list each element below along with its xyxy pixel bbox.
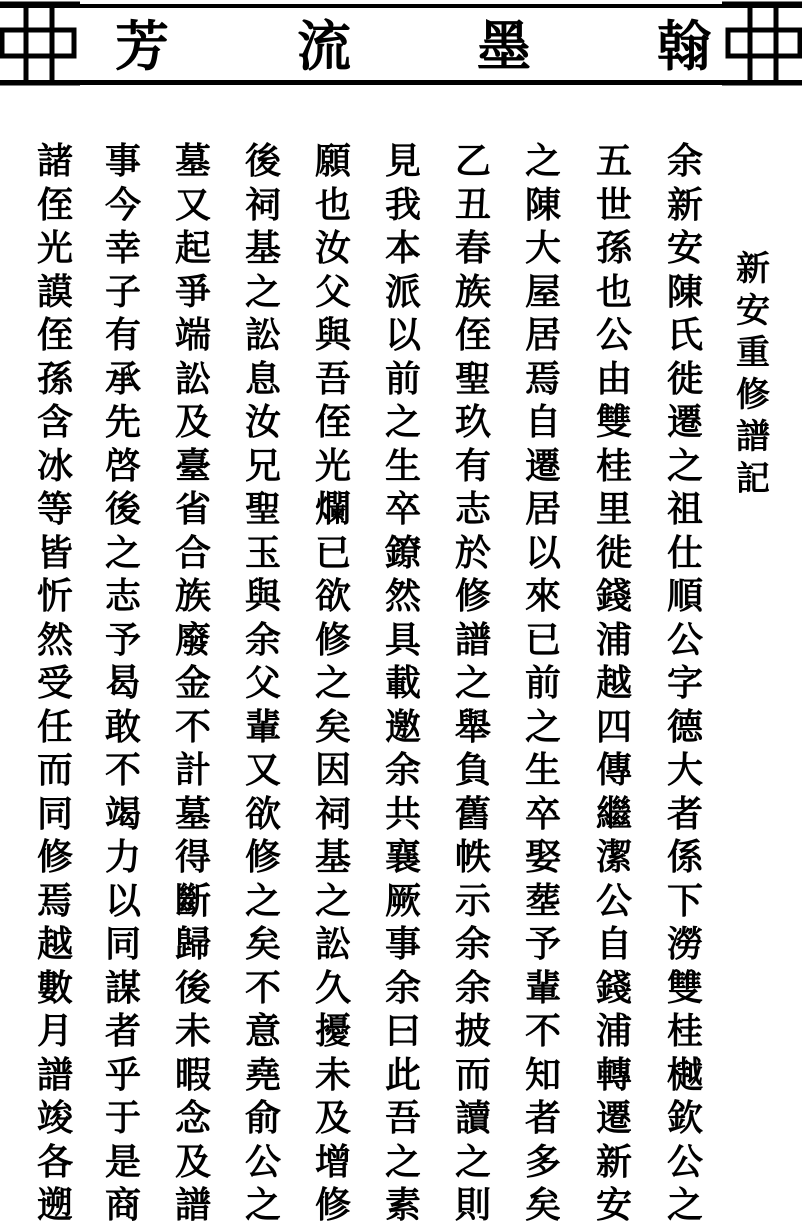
fret-ornament-left-icon — [0, 0, 80, 88]
fret-ornament-right-icon — [722, 0, 802, 88]
text-column-6: 願也汝父與吾侄光爛已欲修之矣因祠基之訟久擾未及增修 — [314, 140, 351, 1226]
text-column-4: 乙丑春族侄聖玖有志於修譜之舉負舊帙示余余披而讀之則 — [454, 140, 491, 1226]
header-banner — [0, 0, 802, 90]
text-column-2: 五世孫也公由雙桂里徙錢浦越四傳繼潔公自錢浦轉遷新安 — [595, 140, 632, 1226]
text-column-10: 諸侄光謨侄孫含冰等皆忻然受任而同修焉越數月譜竣各遡 — [36, 140, 73, 1226]
text-column-8: 墓又起爭端訟及臺省合族廢金不計墓得斷歸後未暇念及譜 — [174, 140, 211, 1226]
text-column-9: 事今幸子有承先啓後之志予曷敢不竭力以同謀者乎于是商 — [104, 140, 141, 1226]
header-title-char-1: 芳 — [115, 14, 169, 78]
text-column-7: 後祠基之訟息汝兄聖玉與余父輩又欲修之矣不意堯俞公之 — [244, 140, 281, 1226]
header-title-char-2: 流 — [297, 14, 351, 78]
document-title: 新安重修譜記 — [736, 249, 770, 499]
text-column-5: 見我本派以前之生卒鐐然具載邀余共襄厥事余曰此吾之素 — [384, 140, 421, 1226]
document-body — [0, 140, 802, 1226]
header-title-char-3: 墨 — [477, 14, 531, 78]
header-title — [80, 8, 722, 80]
header-bottom-rule — [0, 80, 802, 85]
header-title-char-4: 翰 — [657, 14, 711, 78]
text-column-1: 余新安陳氏徙遷之祖仕順公字德大者係下澇雙桂樾欽公之 — [666, 140, 703, 1226]
text-column-3: 之陳大屋居焉自遷居以來已前之生卒娶塟予輩不知者多矣 — [524, 140, 561, 1226]
